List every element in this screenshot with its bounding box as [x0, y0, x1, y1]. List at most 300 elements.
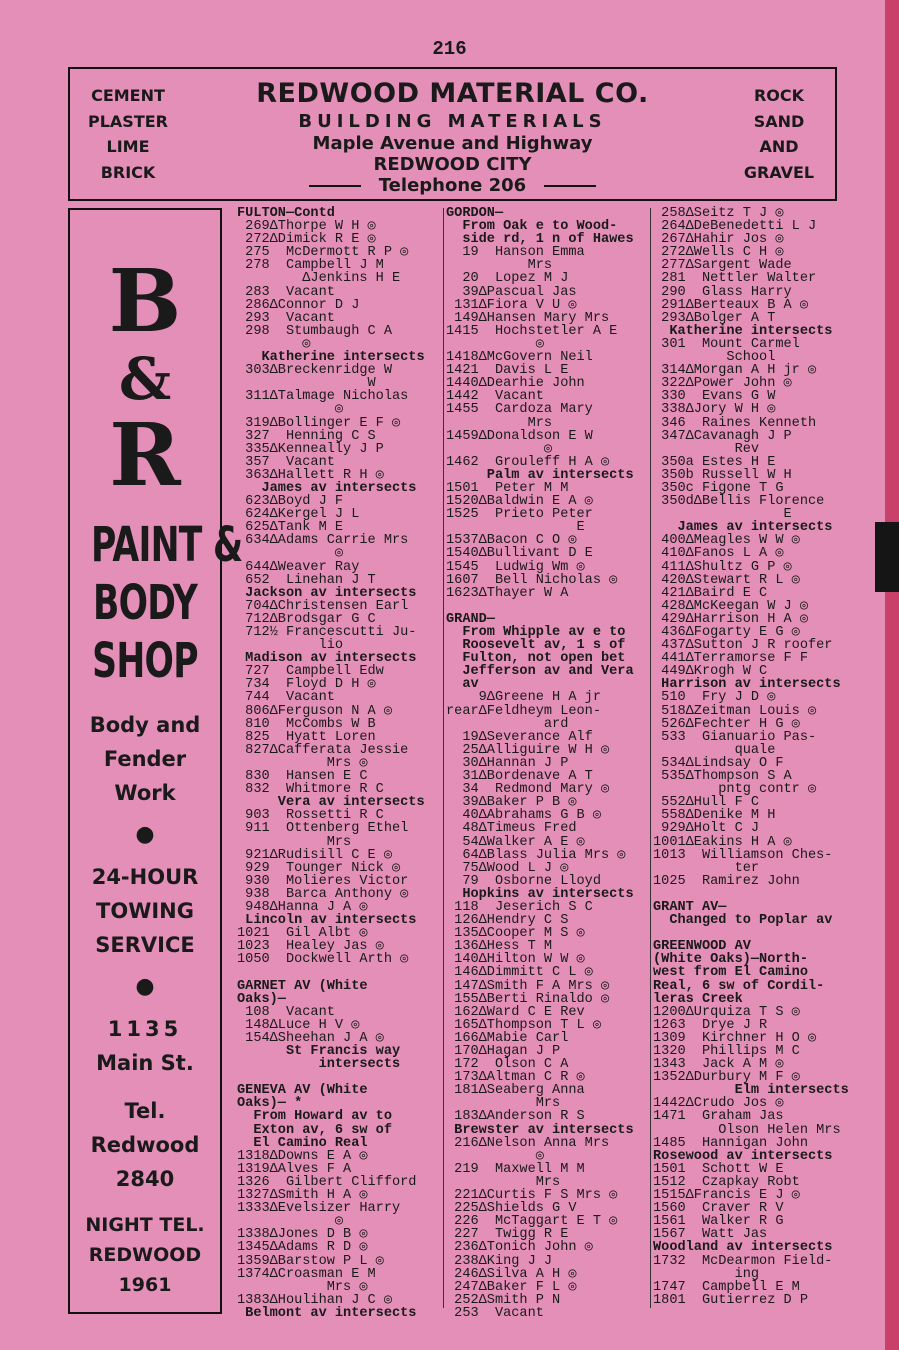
ad-towing: TOWING [96, 899, 194, 923]
ad-body-and: Body and [89, 713, 201, 737]
directory-entry: Olson Helen Mrs [653, 1122, 841, 1138]
directory-entry: 181ΔSeaberg Anna [446, 1083, 585, 1099]
directory-entry: 267ΔHahir Jos ◎ [653, 232, 784, 248]
directory-entry: 291ΔBerteaux B A ◎ [653, 297, 809, 313]
directory-entry: 1455 Cardoza Mary [446, 402, 593, 418]
ad-shop: SHOP [92, 633, 198, 689]
directory-entry: 31ΔBordenave A T [446, 769, 593, 785]
ad-address: Maple Avenue and Highway [312, 133, 593, 154]
street-heading: Belmont av intersects [237, 1305, 417, 1321]
directory-entry: 350a Estes H E [653, 454, 776, 470]
directory-entry: 526ΔFechter H G ◎ [653, 716, 800, 732]
ad-item-plaster: PLASTER [88, 111, 168, 131]
ad-telephone: Telephone 206 [378, 175, 527, 196]
street-heading: av [446, 677, 479, 693]
directory-entry: 744 Vacant [237, 690, 335, 706]
directory-entry: 429ΔHarrison H A ◎ [653, 611, 809, 627]
ad-night-label: NIGHT TEL. [85, 1214, 205, 1236]
directory-entry: 1374ΔCroasman E M [237, 1266, 376, 1282]
directory-entry: 126ΔHendry C S [446, 913, 569, 929]
directory-entry: 277ΔSargent Wade [653, 258, 792, 274]
page-number: 216 [432, 38, 467, 60]
street-heading: James av intersects [237, 480, 417, 496]
street-heading: Elm intersects [653, 1083, 849, 1099]
street-heading: GRAND— [446, 611, 495, 627]
ad-right-list [729, 83, 829, 185]
street-heading: Exton av, 6 sw of [237, 1122, 392, 1138]
directory-entry: ard [446, 716, 569, 732]
directory-entry: 1442ΔCrudo Jos ◎ [653, 1096, 784, 1112]
street-heading: GENEVA AV (White [237, 1083, 368, 1099]
directory-entry: 421ΔBaird E C [653, 585, 768, 601]
ad-tel-label: Tel. Redwood [90, 1099, 200, 1157]
directory-entry: 301 Mount Carmel [653, 336, 800, 352]
directory-entry: 286ΔConnor D J [237, 297, 360, 313]
directory-entry: 437ΔSutton J R roofer [653, 638, 833, 654]
street-heading: Katherine intersects [237, 350, 425, 366]
directory-entry: 712½ Francescutti Ju- [237, 625, 417, 640]
directory-entry: 1021 Gil Albt ◎ [237, 926, 368, 942]
directory-entry: 108 Vacant [237, 1004, 335, 1020]
directory-entry: 436ΔFogarty E G ◎ [653, 625, 800, 640]
ad-item-lime: LIME [106, 137, 150, 156]
directory-entry: 219 Maxwell M M [446, 1161, 585, 1177]
directory-entry: 832 Whitmore R C [237, 782, 384, 798]
directory-entry: 363ΔHallett R H ◎ [237, 467, 384, 483]
directory-entry: 1343 Jack A M ◎ [653, 1057, 784, 1073]
directory-entry: 322ΔPower John ◎ [653, 376, 792, 392]
directory-entry: 20 Lopez M J [446, 271, 569, 287]
street-heading: Palm av intersects [446, 467, 634, 483]
directory-entry: 810 McCombs W B [237, 716, 376, 732]
directory-entry: ◎ [237, 336, 311, 352]
directory-entry: 704ΔChristensen Earl [237, 598, 409, 614]
directory-entry: 335ΔKenneally J P [237, 441, 384, 457]
street-heading: side rd, 1 n of Hawes [446, 232, 634, 248]
ad-center [230, 77, 675, 196]
street-heading: GORDON— [446, 206, 504, 221]
directory-entry: ◎ [237, 1214, 344, 1230]
directory-entry: 350c Figone T G [653, 480, 784, 496]
directory-entry: 283 Vacant [237, 284, 335, 300]
directory-entry: 624ΔKergel J L [237, 507, 360, 523]
street-heading: GRANT AV— [653, 899, 727, 915]
directory-entry: ◎ [237, 546, 344, 562]
directory-entry: 625ΔTank M E [237, 520, 344, 536]
street-heading: Hopkins av intersects [446, 886, 634, 902]
street-heading: Lincoln av intersects [237, 913, 417, 929]
street-heading: Roosevelt av, 1 s of [446, 638, 626, 654]
directory-entry: 428ΔMcKeegan W J ◎ [653, 598, 809, 614]
directory-column-2 [446, 207, 652, 1320]
directory-entry: 183ΔAnderson R S [446, 1109, 585, 1125]
directory-entry: 246ΔSilva A H ◎ [446, 1266, 577, 1282]
directory-entry: 303ΔBreckenridge W [237, 363, 392, 379]
directory-entry: 1561 Walker R G [653, 1214, 784, 1230]
directory-entry: 75ΔWood L J ◎ [446, 860, 569, 876]
street-heading: GARNET AV (White [237, 978, 368, 994]
directory-entry: 1352ΔDurbury M F ◎ [653, 1070, 800, 1086]
directory-entry: 1415 Hochstetler A E [446, 323, 618, 339]
directory-entry: 1319ΔAlves F A [237, 1161, 352, 1177]
street-heading: west from El Camino [653, 965, 808, 981]
directory-column-1 [237, 207, 442, 1320]
directory-entry: 552ΔHull F C [653, 795, 760, 811]
directory-entry: 1537ΔBacon C O ◎ [446, 533, 577, 549]
directory-entry: 1515ΔFrancis E J ◎ [653, 1188, 800, 1204]
street-heading: Fulton, not open bet [446, 651, 626, 667]
directory-entry: 558ΔDenike M H [653, 808, 776, 824]
directory-entry: School [653, 350, 776, 366]
directory-entry: 269ΔThorpe W H ◎ [237, 219, 376, 235]
directory-entry: 238ΔKing J J [446, 1253, 553, 1269]
directory-entry: Mrs ◎ [237, 1279, 368, 1295]
directory-entry: 221ΔCurtis F S Mrs ◎ [446, 1188, 618, 1204]
directory-entry: 825 Hyatt Loren [237, 729, 376, 745]
directory-entry: Rev [653, 441, 760, 457]
directory-entry: 148ΔLuce H V ◎ [237, 1017, 360, 1033]
directory-entry: 1309 Kirchner H O ◎ [653, 1030, 817, 1046]
directory-entry: 272ΔDimick R E ◎ [237, 232, 376, 248]
street-heading: From Howard av to [237, 1109, 392, 1125]
rule [309, 185, 361, 187]
directory-entry: 25ΔAlliguire W H ◎ [446, 742, 610, 758]
directory-entry: 1023 Healey Jas ◎ [237, 939, 384, 955]
directory-entry: quale [653, 742, 776, 758]
ad-left-list [78, 83, 178, 185]
directory-entry: ◎ [446, 1148, 544, 1164]
directory-entry: 1263 Drye J R [653, 1017, 768, 1033]
directory-entry: 216ΔNelson Anna Mrs [446, 1135, 610, 1151]
street-heading: Katherine intersects [653, 323, 833, 339]
directory-entry: 652 Linehan J T [237, 572, 376, 588]
directory-entry: 226 McTaggart E T ◎ [446, 1214, 618, 1230]
directory-entry: 347ΔCavanagh J P [653, 428, 792, 444]
directory-entry: 1623ΔThayer W A [446, 585, 569, 601]
directory-entry: 9ΔGreene H A jr [446, 690, 601, 706]
street-heading: Changed to Poplar av [653, 913, 833, 929]
directory-entry: 236ΔTonich John ◎ [446, 1240, 593, 1256]
directory-entry: 64ΔBlass Julia Mrs ◎ [446, 847, 626, 863]
directory-column-3 [653, 207, 858, 1307]
directory-entry: 734 Floyd D H ◎ [237, 677, 376, 693]
directory-entry: 533 Gianuario Pas- [653, 729, 817, 745]
directory-entry: 644ΔWeaver Ray [237, 559, 360, 575]
directory-entry: rearΔFeldheym Leon- [446, 703, 601, 719]
directory-entry: lio [237, 638, 344, 654]
directory-entry: 40ΔAbrahams G B ◎ [446, 808, 602, 824]
street-heading: Harrison av intersects [653, 677, 841, 693]
directory-entry: 162ΔWard C E Rev [446, 1004, 585, 1020]
directory-entry: 131ΔFiora V U ◎ [446, 297, 577, 313]
street-heading: El Camino Real [237, 1135, 368, 1151]
directory-entry: Mrs [237, 834, 352, 850]
directory-entry: E [446, 520, 585, 536]
directory-entry: 314ΔMorgan A H jr ◎ [653, 363, 817, 379]
directory-entry: 1327ΔSmith H A ◎ [237, 1188, 368, 1204]
street-heading: intersects [237, 1057, 401, 1073]
directory-entry: 173ΔAltman C R ◎ [446, 1070, 585, 1086]
bullet-icon: ● [135, 822, 155, 847]
directory-entry: Mrs [446, 415, 553, 431]
directory-entry: 1345ΔAdams R D ◎ [237, 1240, 368, 1256]
directory-entry: 172 Olson C A [446, 1057, 569, 1073]
directory-entry: 1525 Prieto Peter [446, 507, 593, 523]
directory-entry: E [653, 507, 792, 523]
directory-entry [237, 966, 442, 979]
directory-entry: 1560 Craver R V [653, 1201, 784, 1217]
directory-entry: 258ΔSeitz T J ◎ [653, 206, 784, 221]
directory-entry: 327 Henning C S [237, 428, 376, 444]
directory-entry: 534ΔLindsay O F [653, 755, 784, 771]
directory-entry: 727 Campbell Edw [237, 664, 384, 680]
directory-entry: 253 Vacant [446, 1305, 544, 1321]
directory-entry: 930 Molieres Victor [237, 873, 409, 889]
directory-entry: 311ΔTalmage Nicholas [237, 389, 409, 405]
ad-item-gravel: GRAVEL [743, 162, 815, 182]
directory-entry: 1567 Watt Jas [653, 1227, 768, 1243]
directory-entry: 293 Vacant [237, 310, 335, 326]
street-heading: GREENWOOD AV [653, 939, 751, 955]
directory-entry: 149ΔHansen Mary Mrs [446, 310, 610, 326]
page-edge [885, 0, 899, 1350]
ad-body: BODY [92, 575, 198, 631]
directory-entry: 1318ΔDowns E A ◎ [237, 1148, 368, 1164]
ad-24hour: 24-HOUR [91, 865, 199, 889]
directory-entry [446, 600, 652, 613]
directory-entry: 806ΔFerguson N A ◎ [237, 703, 393, 719]
street-heading: leras Creek [653, 991, 743, 1007]
directory-entry: 290 Glass Harry [653, 284, 792, 300]
directory-entry: 535ΔThompson S A [653, 769, 792, 785]
directory-entry: 170ΔHagan J P [446, 1044, 561, 1059]
ad-item-and: AND [759, 137, 799, 156]
directory-entry: 1459ΔDonaldson E W [446, 428, 593, 444]
directory-entry [653, 888, 858, 901]
directory-entry: 166ΔMabie Carl [446, 1030, 569, 1046]
directory-entry: 147ΔSmith F A Mrs ◎ [446, 978, 610, 994]
directory-entry: 830 Hansen E C [237, 769, 368, 785]
directory-entry: 298 Stumbaugh C A [237, 323, 392, 339]
directory-entry: 140ΔHilton W W ◎ [446, 952, 585, 968]
directory-entry: 1512 Czapkay Robt [653, 1174, 800, 1190]
directory-entry: Mrs [446, 258, 553, 274]
directory-entry: 1462 Grouleff H A ◎ [446, 454, 610, 470]
street-heading: Jefferson av and Vera [446, 664, 634, 680]
directory-entry: 272ΔWells C H ◎ [653, 245, 784, 261]
directory-entry: ◎ [446, 441, 553, 457]
street-heading: Jackson av intersects [237, 585, 417, 601]
street-heading: Woodland av intersects [653, 1240, 833, 1256]
street-heading: Oaks)— [237, 991, 286, 1007]
ad-ampersand: & [118, 345, 172, 413]
directory-entry: 357 Vacant [237, 454, 335, 470]
directory-entry: 48ΔTimeus Fred [446, 821, 577, 837]
directory-entry: 154ΔSheehan J A ◎ [237, 1030, 384, 1046]
directory-entry: 34 Redmond Mary ◎ [446, 782, 610, 798]
directory-entry: 623ΔBoyd J F [237, 494, 344, 510]
br-paint-ad [68, 208, 243, 1314]
directory-entry: 19ΔSeverance Alf [446, 729, 593, 745]
directory-entry: 929 Tounger Nick ◎ [237, 860, 401, 876]
directory-entry: Mrs [446, 1096, 561, 1112]
ad-company-name: REDWOOD MATERIAL CO. [256, 78, 649, 109]
street-heading: Vera av intersects [237, 795, 425, 811]
ad-letter-r: R [109, 405, 181, 506]
directory-entry: 1200ΔUrquiza T S ◎ [653, 1004, 800, 1020]
directory-entry: W [237, 376, 376, 392]
directory-entry: 1540ΔBullivant D E [446, 546, 593, 562]
directory-entry: ◎ [237, 402, 344, 418]
ad-paint: PAINT & [91, 517, 243, 573]
directory-entry: 410ΔFanos L A ◎ [653, 546, 784, 562]
directory-entry: 1025 Ramirez John [653, 873, 800, 889]
directory-entry: 278 Campbell J M [237, 258, 384, 274]
directory-entry: 1333ΔEvelsizer Harry [237, 1201, 401, 1217]
directory-entry: 281 Nettler Walter [653, 271, 817, 287]
ad-item-sand: SAND [753, 111, 805, 131]
directory-entry: 929ΔHolt C J [653, 821, 760, 837]
redwood-material-ad [68, 67, 837, 201]
street-heading: FULTON—Contd [237, 206, 335, 221]
directory-entry: 350dΔBellis Florence [653, 494, 825, 510]
ad-subtitle: BUILDING MATERIALS [298, 111, 607, 132]
directory-entry: 634ΔAdams Carrie Mrs [237, 533, 409, 549]
directory-entry: 911 Ottenberg Ethel [237, 821, 409, 837]
ad-fender: Fender [103, 747, 187, 771]
directory-entry: 136ΔHess T M [446, 939, 553, 955]
directory-entry: 264ΔDeBenedetti L J [653, 219, 817, 235]
ad-item-rock: ROCK [753, 86, 805, 105]
directory-entry: 275 McDermott R P ◎ [237, 245, 409, 261]
street-heading: Brewster av intersects [446, 1122, 634, 1138]
directory-entry: 1485 Hannigan John [653, 1135, 808, 1151]
directory-entry: 1520ΔBaldwin E A ◎ [446, 494, 593, 510]
directory-entry: 1801 Gutierrez D P [653, 1292, 808, 1308]
directory-entry: 1732 McDearmon Field- [653, 1253, 833, 1269]
directory-entry: 1338ΔJones D B ◎ [237, 1227, 368, 1243]
directory-entry: 1440ΔDearhie John [446, 376, 585, 392]
column-divider [443, 208, 444, 1308]
directory-entry: 903 Rossetti R C [237, 808, 384, 824]
directory-entry: 712ΔBrodsgar G C [237, 611, 376, 627]
street-heading: James av intersects [653, 520, 833, 536]
directory-entry: 155ΔBerti Rinaldo ◎ [446, 991, 610, 1007]
street-heading: From Oak e to Wood- [446, 219, 618, 235]
ad-address-street: Main St. [96, 1051, 194, 1075]
directory-entry: 420ΔStewart R L ◎ [653, 572, 800, 588]
directory-entry: 1050 Dockwell Arth ◎ [237, 952, 409, 968]
ad-tel-number: 2840 [115, 1167, 175, 1191]
directory-entry: 227 Twigg R E [446, 1227, 569, 1243]
ad-telephone-row [230, 175, 675, 196]
directory-entry: 1359ΔBarstow P L ◎ [237, 1253, 384, 1269]
directory-entry: 938 Barca Anthony ◎ [237, 886, 409, 902]
street-heading: Rosewood av intersects [653, 1148, 833, 1164]
directory-entry: 1383ΔHoulihan J C ◎ [237, 1292, 393, 1308]
directory-entry: 54ΔWalker A E ◎ [446, 834, 585, 850]
directory-entry: 79 Osborne Lloyd [446, 873, 601, 889]
ad-address-number: 1135 [107, 1017, 183, 1041]
directory-entry: ΔJenkins H E [237, 271, 401, 287]
directory-entry: 1545 Ludwig Wm ◎ [446, 559, 585, 575]
street-heading: Real, 6 sw of Cordil- [653, 978, 825, 994]
directory-entry: Mrs ◎ [237, 755, 368, 771]
directory-entry: 411ΔShultz G P ◎ [653, 559, 792, 575]
directory-entry: 510 Fry J D ◎ [653, 690, 776, 706]
directory-entry: 1320 Phillips M C [653, 1044, 800, 1059]
directory-entry: 1418ΔMcGovern Neil [446, 350, 593, 366]
directory-entry: 330 Evans G W [653, 389, 776, 405]
ad-item-cement: CEMENT [91, 86, 165, 105]
directory-entry: 346 Raines Kenneth [653, 415, 817, 431]
directory-entry: 118 Jeserich S C [446, 899, 593, 915]
street-heading: St Francis way [237, 1044, 401, 1059]
directory-entry: 252ΔSmith P N [446, 1292, 561, 1308]
directory-entry: 293ΔBolger A T [653, 310, 776, 326]
directory-entry: 350b Russell W H [653, 467, 792, 483]
ad-item-brick: BRICK [100, 162, 156, 182]
directory-entry: 1501 Schott W E [653, 1161, 784, 1177]
street-heading: From Whipple av e to [446, 625, 626, 640]
directory-entry: pntg contr ◎ [653, 782, 817, 798]
directory-entry: 338ΔJory W H ◎ [653, 402, 776, 418]
directory-entry: 39ΔPascual Jas [446, 284, 577, 300]
directory-entry: 165ΔThompson T L ◎ [446, 1017, 602, 1033]
directory-entry: 921ΔRudisill C E ◎ [237, 847, 393, 863]
directory-entry: 1421 Davis L E [446, 363, 569, 379]
street-heading: (White Oaks)—North- [653, 952, 808, 968]
directory-entry: Mrs [446, 1174, 561, 1190]
directory-entry: 449ΔKrogh W C [653, 664, 768, 680]
rule [544, 185, 596, 187]
directory-entry: 400ΔMeagles W W ◎ [653, 533, 800, 549]
directory-entry: 1442 Vacant [446, 389, 544, 405]
directory-entry: 1001ΔEakins H A ◎ [653, 834, 792, 850]
thumb-index-tab [875, 522, 899, 592]
directory-entry: 19 Hanson Emma [446, 245, 585, 261]
directory-entry: 827ΔCafferata Jessie [237, 742, 409, 758]
directory-entry: 135ΔCooper M S ◎ [446, 926, 585, 942]
directory-entry: 1471 Graham Jas [653, 1109, 784, 1125]
ad-letter-b: B [108, 251, 182, 352]
directory-entry: 1607 Bell Nicholas ◎ [446, 572, 618, 588]
directory-entry: 1747 Campbell E M [653, 1279, 800, 1295]
directory-entry: 39ΔBaker P B ◎ [446, 795, 577, 811]
directory-entry: 1326 Gilbert Clifford [237, 1174, 417, 1190]
directory-entry: 1013 Williamson Ches- [653, 847, 833, 863]
street-heading: Madison av intersects [237, 651, 417, 667]
directory-entry: 146ΔDimmitt C L ◎ [446, 965, 593, 981]
directory-entry: ◎ [446, 336, 544, 352]
directory-entry: 518ΔZeitman Louis ◎ [653, 703, 817, 719]
directory-entry: 948ΔHanna J A ◎ [237, 899, 368, 915]
directory-entry: ter [653, 860, 760, 876]
directory-entry: 441ΔTerramorse F F [653, 651, 808, 667]
directory-entry: 247ΔBaker F L ◎ [446, 1279, 577, 1295]
bullet-icon: ● [135, 974, 155, 999]
directory-entry: 1501 Peter M M [446, 480, 569, 496]
ad-night-number: REDWOOD 1961 [88, 1244, 202, 1296]
directory-entry: 30ΔHannan J P [446, 755, 569, 771]
ad-service: SERVICE [95, 933, 195, 957]
ad-city: REDWOOD CITY [373, 154, 532, 175]
directory-entry: ing [653, 1266, 760, 1282]
directory-entry: 319ΔBollinger E F ◎ [237, 415, 401, 431]
street-heading: Oaks)— * [237, 1096, 303, 1112]
directory-entry: 225ΔShields G V [446, 1201, 577, 1217]
ad-work: Work [114, 781, 176, 805]
